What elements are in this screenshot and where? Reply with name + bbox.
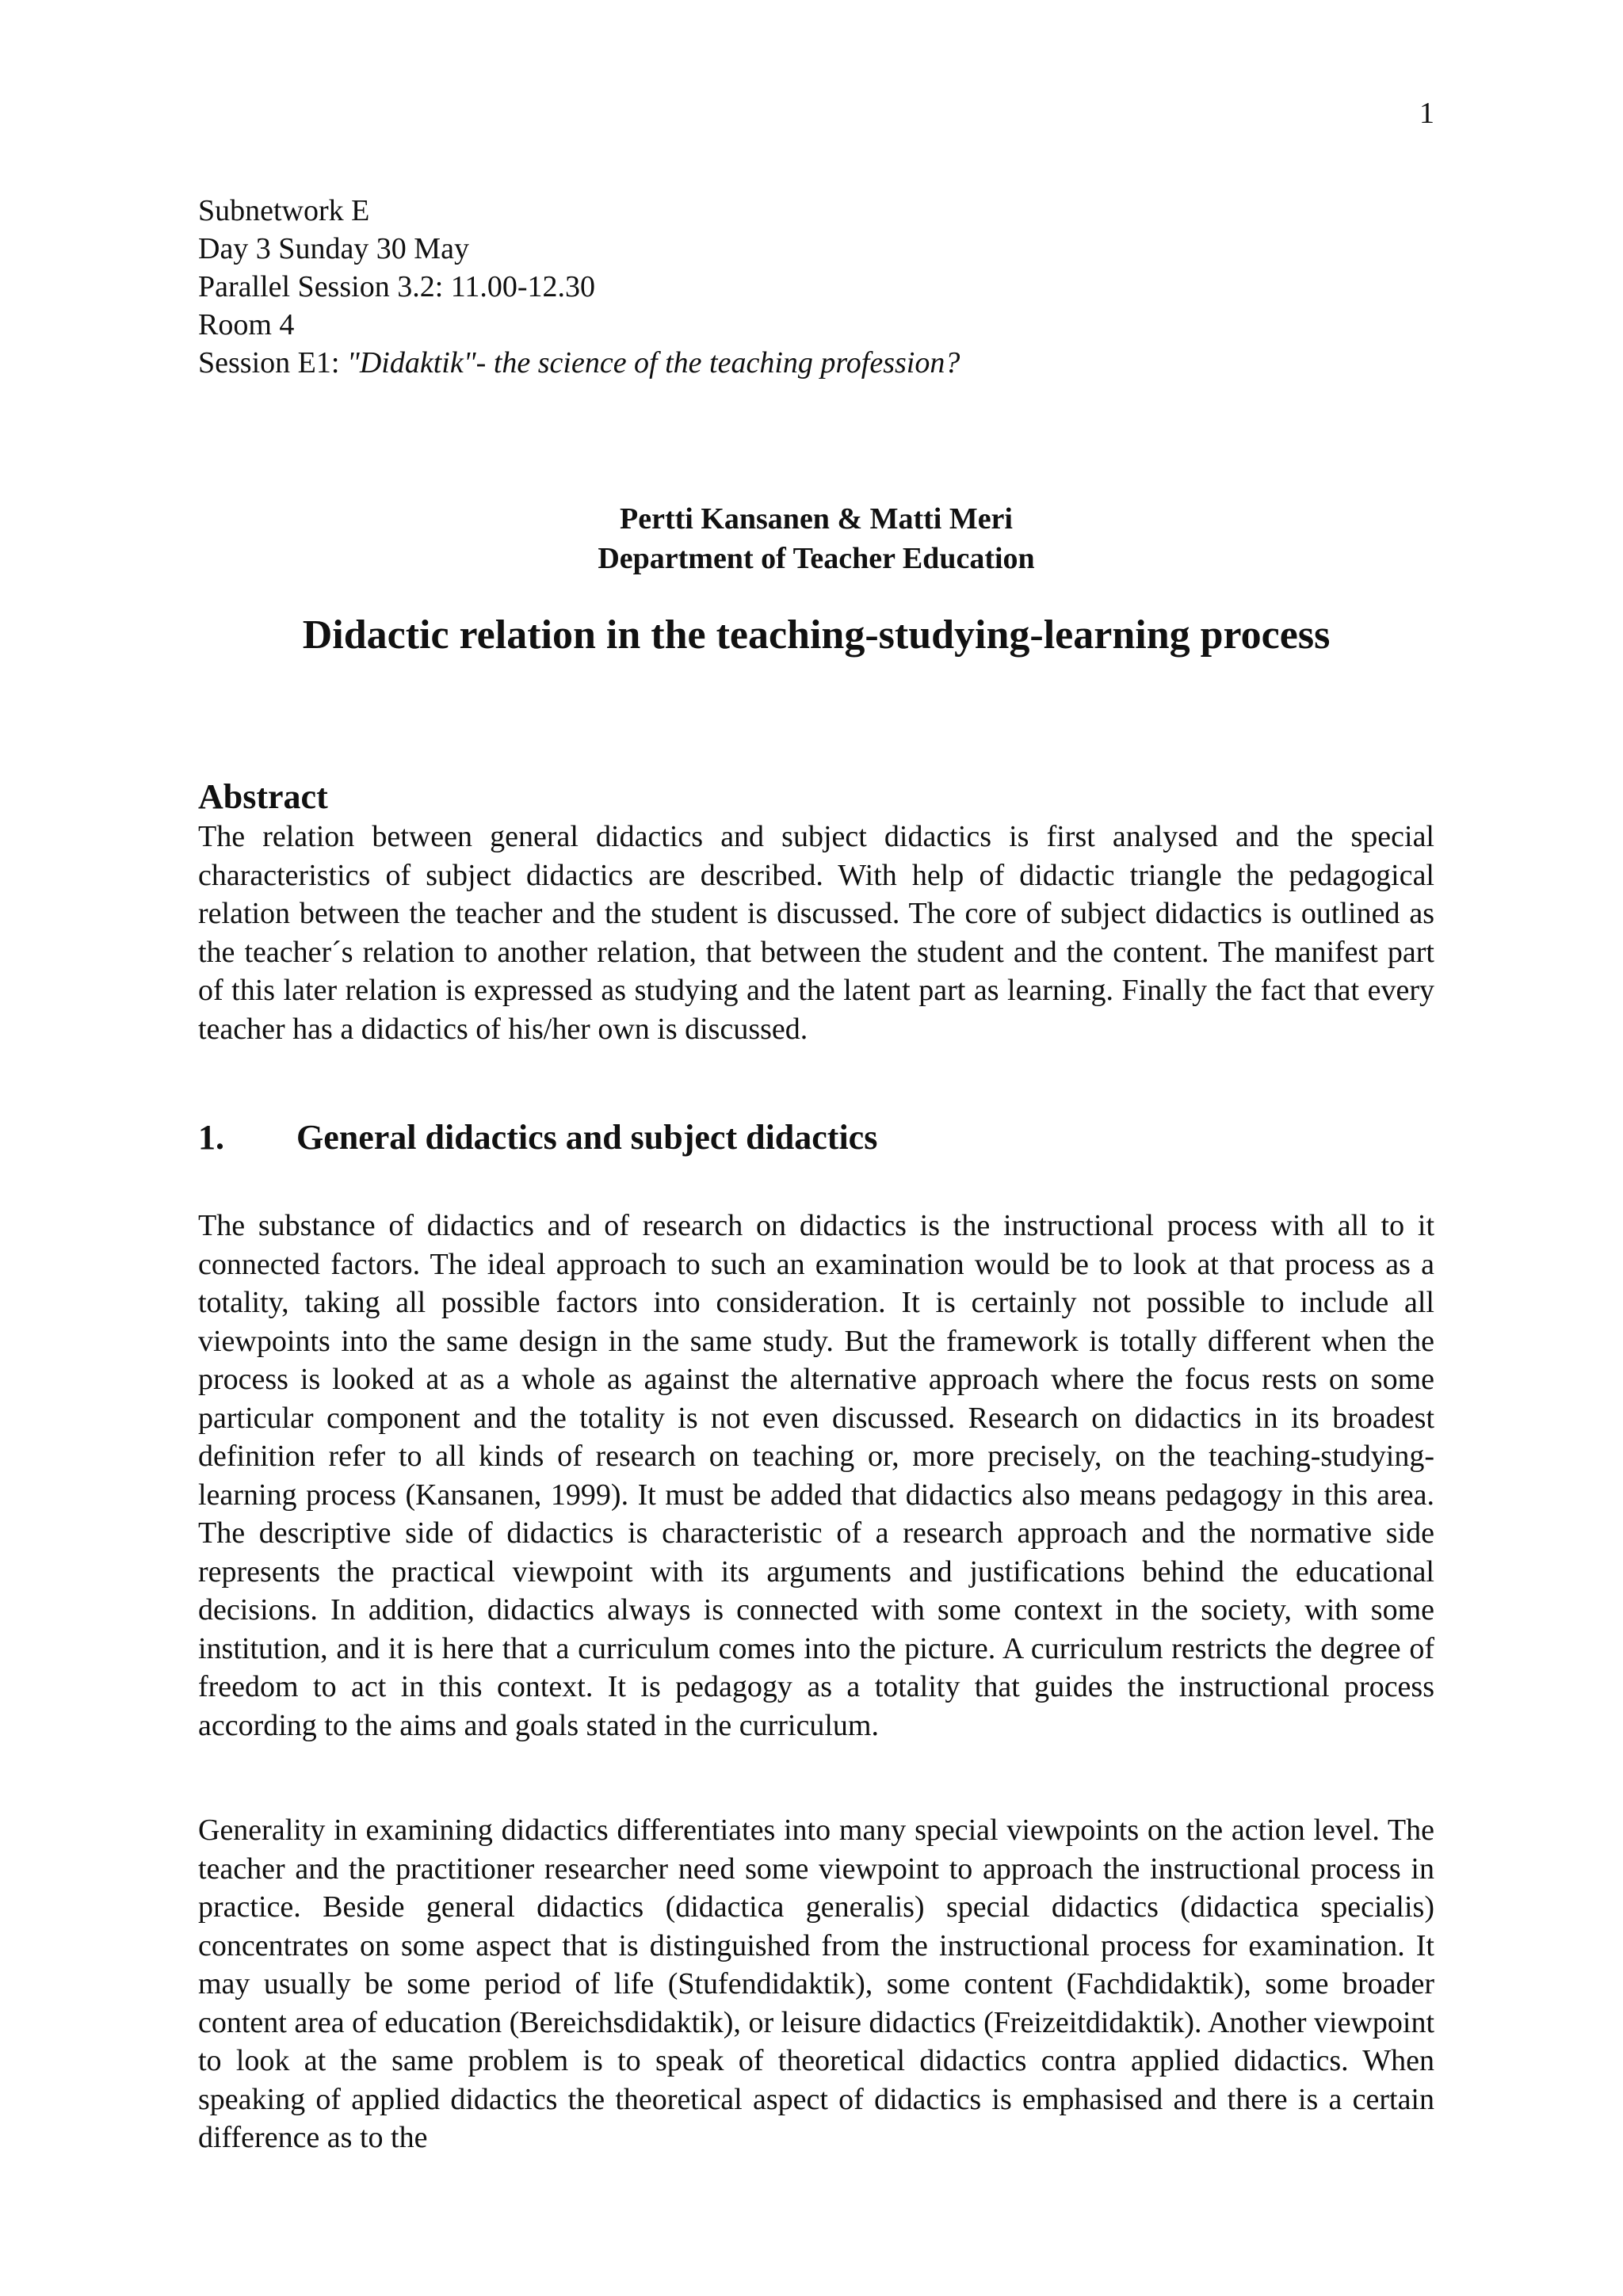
session-label: Session E1: xyxy=(198,346,347,379)
body-paragraph: Generality in examining didactics differentiates into many special viewpoints on the action level. The teacher and the practitioner researcher need some viewpoint to approach the instructional process in practice. Beside general didactics (didactica generalis) special didactics (didactica specialis) concentrates on some aspect that is distinguished from the instructional process for examination. It may usually be some period of life (Stufendidaktik), some content (Fachdidaktik), some broader content area of education (Bereichsdidaktik), or leisure didactics (Freizeitdidaktik). Another viewpoint to look at the same problem is to speak of theoretical didactics contra applied didactics. When speaking of applied didactics the theoretical aspect of didactics is emphasised and there is a certain difference as to the xyxy=(198,1814,1434,2154)
section-heading xyxy=(198,1117,877,1158)
paper-title: Didactic relation in the teaching-studying-learning process xyxy=(302,612,1331,658)
section-title: General didactics and subject didactics xyxy=(296,1118,878,1157)
room-line: Room 4 xyxy=(198,308,295,341)
subnetwork-line: Subnetwork E xyxy=(198,194,370,227)
department: Department of Teacher Education xyxy=(598,542,1035,575)
section-number: 1. xyxy=(198,1118,224,1157)
abstract-text: The relation between general didactics and subject didactics is first analysed and the special characteristics of subject didactics are described. With help of didactic triangle the pedagogical relation between the teacher and the student is discussed. The core of subject didactics is outlined as the teacher´s relation to another relation, that between the student and the content. The manifest part of this later relation is expressed as studying and the latent part as learning. Finally the fact that every teacher has a didactics of his/her own is discussed. xyxy=(198,820,1434,1046)
session-line xyxy=(198,344,1434,382)
abstract-heading: Abstract xyxy=(198,777,328,816)
session-info xyxy=(198,192,1434,382)
session-title: "Didaktik"- the science of the teaching profession? xyxy=(346,346,960,379)
body-paragraph: The substance of didactics and of research on didactics is the instructional process with all to it connected factors. The ideal approach to such an examination would be to look at that process as a totality, taking all possible factors into consideration. It is certainly not possible to include all viewpoints into the same design in the same study. But the framework is totally different when the process is looked at as a whole as against the alternative approach where the focus rests on some particular component and the totality is not even discussed. Research on didactics in its broadest definition refer to all kinds of research on teaching or, more precisely, on the teaching-studying-learning process (Kansanen, 1999). It must be added that didactics also means pedagogy in this area. The descriptive side of didactics is characteristic of a research approach and the normative side represents the practical viewpoint with its arguments and justifications behind the educational decisions. In addition, didactics always is connected with some context in the society, with some institution, and it is here that a curriculum comes into the picture. A curriculum restricts the degree of freedom to act in this context. It is pedagogy as a totality that guides the instructional process according to the aims and goals stated in the curriculum. xyxy=(198,1209,1434,1742)
parallel-session-line: Parallel Session 3.2: 11.00-12.30 xyxy=(198,270,595,303)
authors: Pertti Kansanen & Matti Meri xyxy=(620,502,1013,536)
day-line: Day 3 Sunday 30 May xyxy=(198,232,469,265)
page-number: 1 xyxy=(1419,97,1434,130)
author-block xyxy=(198,499,1434,578)
